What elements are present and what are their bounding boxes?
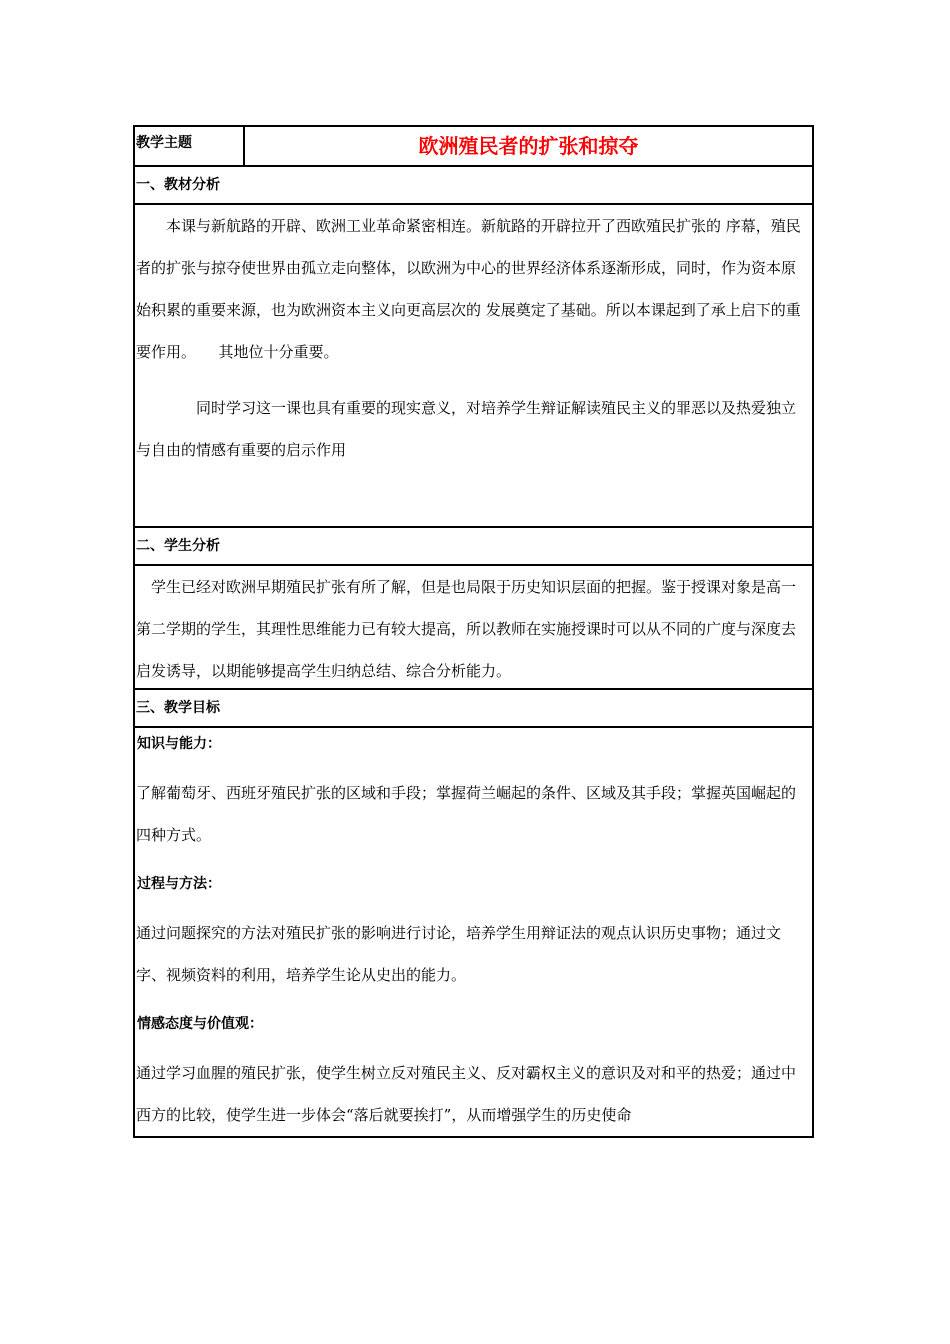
process-heading: 过程与方法： bbox=[137, 876, 221, 892]
emotion-text: 通过学习血腥的殖民扩张，使学生树立反对殖民主义、反对霸权主义的意识及对和平的热爱；通过中西方的比较，使学生进一步体会“落后就要挨打”，从而增强学生的历史使命 bbox=[136, 1064, 797, 1124]
material-paragraph-2: 同时学习这一课也具有重要的现实意义，对培养学生辩证解读殖民主义的罪恶以及热爱独立与自由的情感有重要的启示作用 bbox=[136, 399, 797, 459]
students-analysis-cell bbox=[135, 566, 812, 690]
section-heading-students: 二、学生分析 bbox=[135, 528, 812, 566]
section-heading-material: 一、教材分析 bbox=[135, 167, 812, 205]
process-text: 通过问题探究的方法对殖民扩张的影响进行讨论，培养学生用辩证法的观点认识历史事物；通过文字、视频资料的利用，培养学生论从史出的能力。 bbox=[136, 924, 782, 984]
lesson-title: 欧洲殖民者的扩张和掠夺 bbox=[418, 134, 639, 158]
title-row bbox=[135, 127, 812, 167]
knowledge-heading: 知识与能力： bbox=[137, 736, 221, 752]
students-paragraph: 学生已经对欧洲早期殖民扩张有所了解，但是也局限于历史知识层面的把握。鉴于授课对象是高一第二学期的学生，其理性思维能力已有较大提高，所以教师在实施授课时可以从不同的广度与深度去启发诱导，以期能够提高学生归纳总结、综合分析能力。 bbox=[136, 578, 797, 680]
material-analysis-cell bbox=[135, 205, 812, 528]
lesson-plan-table bbox=[133, 125, 814, 1138]
goals-cell bbox=[135, 730, 812, 1136]
section-heading-goals: 三、教学目标 bbox=[135, 690, 812, 728]
knowledge-text: 了解葡萄牙、西班牙殖民扩张的区域和手段；掌握荷兰崛起的条件、区域及其手段；掌握英国崛起的四种方式。 bbox=[136, 784, 797, 844]
emotion-heading: 情感态度与价值观： bbox=[137, 1016, 263, 1032]
material-paragraph-1: 本课与新航路的开辟、欧洲工业革命紧密相连。新航路的开辟拉开了西欧殖民扩张的 序幕，殖民者的扩张与掠夺使世界由孤立走向整体，以欧洲为中心的世界经济体系逐渐形成，同时，作为资本原始积累的重要来源，也为欧洲资本主义向更高层次的 发展奠定了基础。所以本课起到了承上启下的重要作用。 其地位十分重要。 bbox=[136, 217, 801, 361]
title-label: 教学主题 bbox=[135, 127, 245, 165]
